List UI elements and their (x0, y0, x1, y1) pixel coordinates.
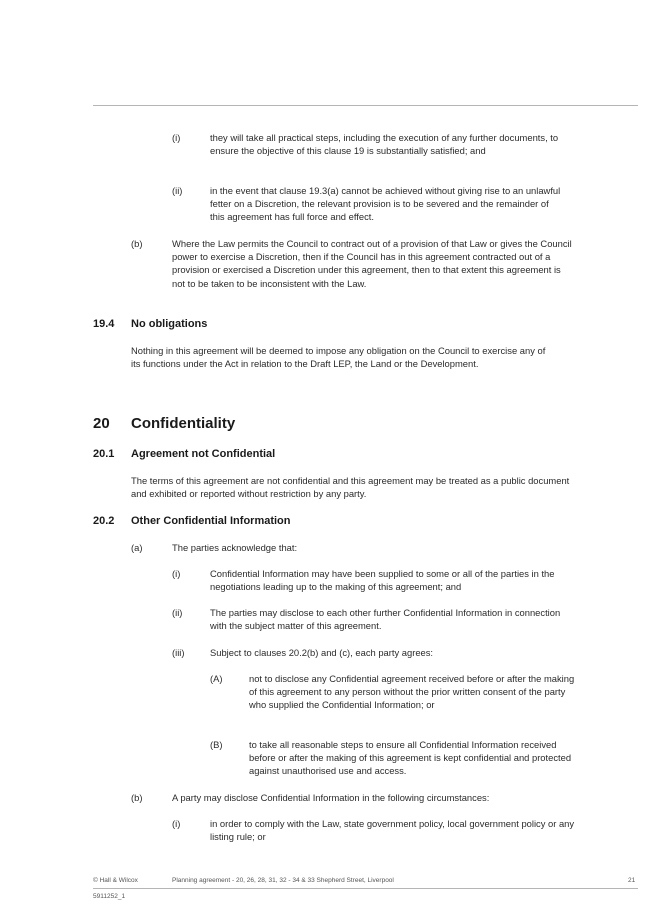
clause-20-2-a-i-text: Confidential Information may have been supplied to some or all of the parties in the negotiations leading up to the making of this agreement; and (210, 568, 555, 593)
clause-20-2-b-text: A party may disclose Confidential Information in the following circumstances: (172, 792, 490, 803)
section-20-2-title: Other Confidential Information (131, 515, 291, 527)
footer-page-number: 21 (628, 877, 636, 884)
clause-20-2-b-label: (b) (131, 792, 143, 803)
clause-20-2-a-iii-B-text: to take all reasonable steps to ensure all Confidential Information received before or after the making of this agreement is kept confidential and protected against unauthorised use and access. (249, 739, 572, 777)
section-20-1-number: 20.1 (93, 448, 115, 460)
section-19-4-text: Nothing in this agreement will be deemed to impose any obligation on the Council to exercise any of its functions under the Act in relation to the Draft LEP, the Land or the Development. (131, 345, 546, 370)
clause-20-2-a-ii-text: The parties may disclose to each other further Confidential Information in connection with the subject matter of this agreement. (210, 607, 561, 632)
clause-20-2-a-iii-B-label: (B) (210, 739, 223, 750)
footer-document-title: Planning agreement - 20, 26, 28, 31, 32 - 34 & 33 Shepherd Street, Liverpool (172, 877, 394, 884)
clause-19-3-a-i-text: they will take all practical steps, including the execution of any further documents, to ensure the objective of this clause 19 is substantially satisfied; and (210, 132, 559, 157)
section-20-number: 20 (93, 415, 110, 432)
clause-20-2-a-iii-A-text: not to disclose any Confidential agreement received before or after the making of this agreement to any person without the prior written consent of the party who supplied the Confidential Information; or (249, 673, 575, 711)
section-20-1-title: Agreement not Confidential (131, 448, 276, 460)
footer-divider (93, 888, 638, 889)
section-20-title: Confidentiality (131, 415, 236, 432)
clause-20-2-a-iii-text: Subject to clauses 20.2(b) and (c), each party agrees: (210, 647, 434, 658)
section-19-4-number: 19.4 (93, 318, 115, 330)
clause-20-2-a-i-label: (i) (172, 568, 181, 579)
footer-firm: © Hall & Wilcox (93, 877, 138, 884)
clause-20-2-b-i-text: in order to comply with the Law, state government policy, local government policy or any listing rule; or (210, 818, 575, 843)
section-20-2-number: 20.2 (93, 515, 115, 527)
clause-19-3-a-i-label: (i) (172, 132, 181, 143)
clause-20-2-b-i-label: (i) (172, 818, 181, 829)
clause-20-2-a-iii-A-label: (A) (210, 673, 223, 684)
clause-19-3-b-label: (b) (131, 238, 143, 249)
section-20-1-text: The terms of this agreement are not confidential and this agreement may be treated as a public document and exhibited or reported without restriction by any party. (131, 475, 570, 500)
clause-19-3-b-text: Where the Law permits the Council to contract out of a provision of that Law or gives the Council power to exercise a Discretion, then if the Council has in this agreement contracted out of a provision or exercised a Discretion under this agreement, then to that extent this agreement is not to be taken to be inconsistent with the Law. (172, 238, 572, 289)
clause-20-2-a-label: (a) (131, 542, 143, 553)
header-divider (93, 105, 638, 106)
clause-19-3-a-ii-text: in the event that clause 19.3(a) cannot be achieved without giving rise to an unlawful fetter on a Discretion, the relevant provision is to be severed and the remainder of this agreement has full force and effect. (210, 185, 561, 223)
clause-20-2-a-ii-label: (ii) (172, 607, 183, 618)
clause-20-2-a-iii-label: (iii) (172, 647, 185, 658)
section-19-4-title: No obligations (131, 318, 208, 330)
clause-20-2-a-text: The parties acknowledge that: (172, 542, 298, 553)
clause-19-3-a-ii-label: (ii) (172, 185, 183, 196)
footer-document-reference: 5911252_1 (93, 893, 126, 900)
